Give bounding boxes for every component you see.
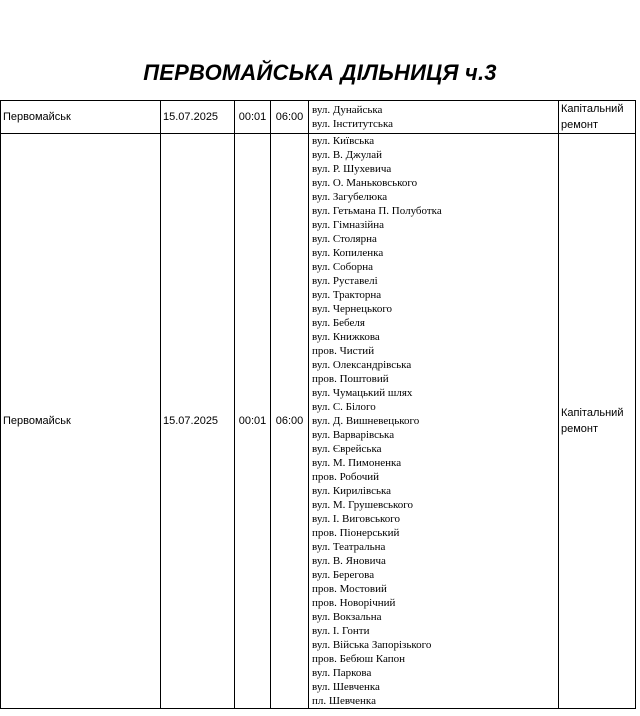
- street-item: вул. Війська Запорізького: [312, 639, 432, 651]
- street-item: вул. Паркова: [312, 667, 372, 679]
- reason-cell: [559, 101, 636, 134]
- street-item: вул. Руставелі: [312, 275, 378, 287]
- table-row: [1, 101, 636, 134]
- reason-text: Капітальний: [561, 407, 624, 419]
- reason-text: ремонт: [561, 423, 599, 435]
- street-item: вул. І. Гонти: [312, 625, 370, 637]
- street-item: вул. Вокзальна: [312, 611, 382, 623]
- street-item: вул. В. Яновича: [312, 555, 386, 567]
- street-item: вул. О. Маньковського: [312, 177, 418, 189]
- street-item: вул. Київська: [312, 135, 375, 147]
- street-item: пров. Мостовий: [312, 583, 387, 595]
- end-time-cell: 06:00: [271, 101, 309, 134]
- streets-cell: [309, 101, 559, 134]
- street-item: вул. Єврейська: [312, 443, 382, 455]
- streets-cell: [309, 134, 559, 709]
- street-item: вул. Копиленка: [312, 247, 384, 259]
- street-item: вул. Гетьмана П. Полуботка: [312, 205, 442, 217]
- street-item: пров. Чистий: [312, 345, 375, 357]
- page-title: ПЕРВОМАЙСЬКА ДІЛЬНИЦЯ ч.3: [143, 60, 497, 85]
- street-item: вул. Загубелюка: [312, 191, 388, 203]
- outage-table: [0, 100, 636, 709]
- start-time-cell: 00:01: [235, 134, 271, 709]
- street-item: вул. В. Джулай: [312, 149, 383, 161]
- reason-text: Капітальний: [561, 103, 624, 115]
- town-cell: Первомайськ: [1, 101, 161, 134]
- date-cell: 15.07.2025: [161, 101, 235, 134]
- street-item: вул. М. Пимоненка: [312, 457, 402, 469]
- street-item: вул. Чернецького: [312, 303, 393, 315]
- reason-text: ремонт: [561, 119, 599, 131]
- start-time-cell: 00:01: [235, 101, 271, 134]
- street-item: вул. С. Білого: [312, 401, 376, 413]
- reason-cell: [559, 134, 636, 709]
- street-item: вул. Столярна: [312, 233, 377, 245]
- street-item: вул. Соборна: [312, 261, 374, 273]
- street-item: вул. Тракторна: [312, 289, 382, 301]
- end-time-cell: 06:00: [271, 134, 309, 709]
- street-item: пров. Бебюш Капон: [312, 653, 406, 665]
- street-item: вул. Чумацький шлях: [312, 387, 413, 399]
- street-item: пров. Робочий: [312, 471, 380, 483]
- street-item: вул. Олександрівська: [312, 359, 412, 371]
- street-item: вул. І. Виговського: [312, 513, 400, 525]
- street-item: вул. Варварівська: [312, 429, 395, 441]
- date-cell: 15.07.2025: [161, 134, 235, 709]
- street-item: вул. Гімназійна: [312, 219, 385, 231]
- street-item: вул. М. Грушевського: [312, 499, 414, 511]
- street-item: вул. Р. Шухевича: [312, 163, 392, 175]
- street-item: вул. Д. Вишневецького: [312, 415, 420, 427]
- street-item: вул. Бебеля: [312, 317, 365, 329]
- street-item: вул. Театральна: [312, 541, 386, 553]
- street-item: вул. Шевченка: [312, 681, 380, 693]
- street-item: пров. Поштовий: [312, 373, 389, 385]
- street-item: пров. Новорічний: [312, 597, 396, 609]
- street-item: вул. Дунайська: [312, 104, 383, 116]
- street-item: вул. Кирилівська: [312, 485, 392, 497]
- street-item: вул. Берегова: [312, 569, 375, 581]
- street-item: пл. Шевченка: [312, 695, 376, 707]
- town-cell: Первомайськ: [1, 134, 161, 709]
- street-item: вул. Інститутська: [312, 118, 394, 130]
- street-item: вул. Книжкова: [312, 331, 380, 343]
- street-item: пров. Піонерський: [312, 527, 400, 539]
- table-row: [1, 134, 636, 709]
